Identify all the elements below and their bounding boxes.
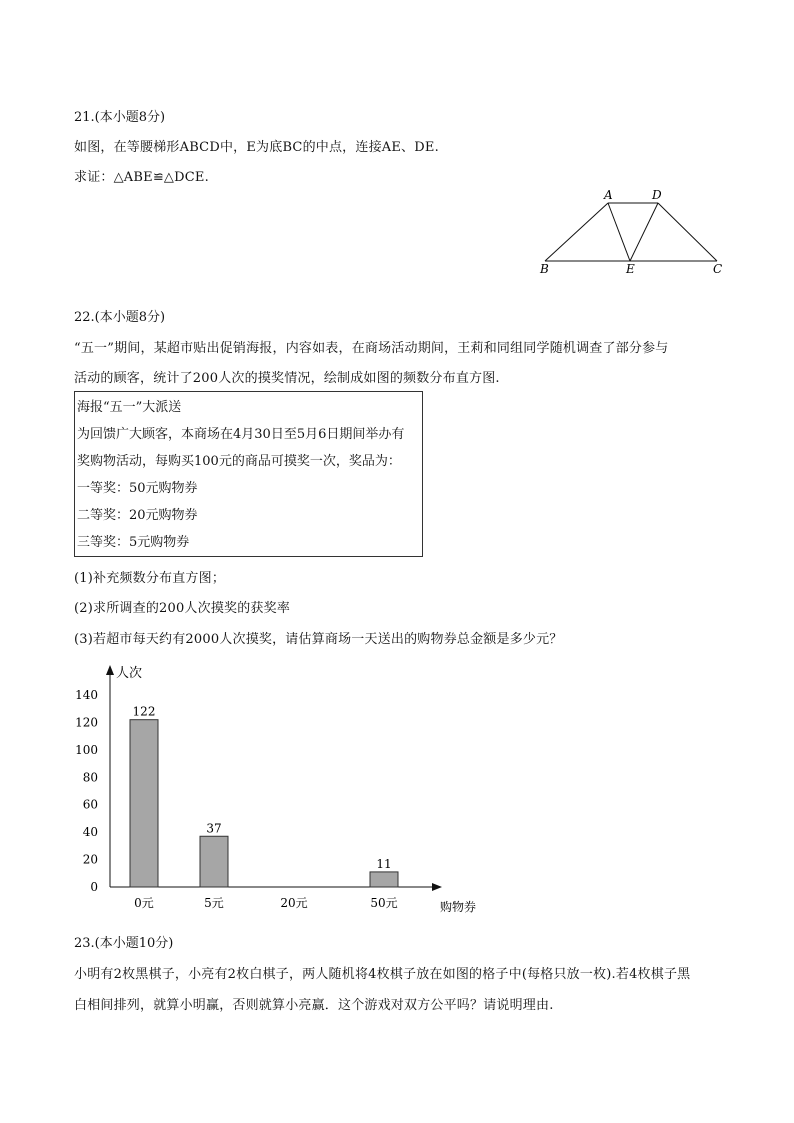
segment-AE	[608, 203, 630, 261]
y-axis-label: 人次	[116, 666, 143, 681]
poster-line: 三等奖：5元购物券	[77, 535, 190, 550]
poster-line: 二等奖：20元购物券	[77, 508, 198, 523]
poster-line: 海报“五一”大派送	[77, 400, 182, 415]
bar	[370, 872, 398, 887]
q22-sub2: (2)求所调查的200人次摸奖的获奖率	[74, 601, 291, 616]
q23-line2: 白相间排列，就算小明赢，否则就算小亮赢．这个游戏对双方公平吗？请说明理由.	[74, 998, 554, 1013]
histogram-chart	[70, 655, 490, 917]
label-B: B	[540, 262, 549, 276]
segment-DC	[658, 203, 717, 261]
x-tick-label: 20元	[280, 896, 308, 910]
y-tick-label: 100	[75, 742, 98, 757]
y-tick-label: 140	[75, 688, 98, 702]
y-tick-label: 120	[75, 715, 98, 730]
q23-header: 23.(本小题10分)	[74, 936, 174, 951]
bar	[200, 836, 228, 887]
bar	[130, 720, 158, 887]
y-axis-arrow	[106, 665, 114, 675]
trapezoid-figure	[530, 185, 730, 277]
y-tick-label: 80	[82, 770, 98, 785]
data-label: 11	[376, 856, 392, 871]
poster-line: 一等奖：50元购物券	[77, 481, 198, 496]
segment-AB	[545, 203, 608, 261]
data-label: 37	[206, 821, 222, 836]
poster-line: 奖购物活动，每购买100元的商品可摸奖一次，奖品为：	[77, 454, 401, 469]
y-tick-label: 20	[82, 852, 98, 867]
label-D: D	[652, 188, 662, 202]
segment-DE	[630, 203, 658, 261]
q22-line2: 活动的顾客，统计了200人次的摸奖情况，绘制成如图的频数分布直方图.	[74, 371, 500, 386]
q22-sub1: (1)补充频数分布直方图；	[74, 571, 226, 586]
x-axis-label: 购物券	[439, 900, 477, 914]
x-tick-label: 50元	[370, 896, 398, 910]
q22-header: 22.(本小题8分)	[74, 310, 166, 325]
q21-line2: 求证：△ABE≌△DCE.	[74, 170, 209, 185]
q22-sub3: (3)若超市每天约有2000人次摸奖，请估算商场一天送出的购物券总金额是多少元？	[74, 632, 563, 647]
q23-line1: 小明有2枚黑棋子，小亮有2枚白棋子，两人随机将4枚棋子放在如图的格子中(每格只放一枚).若4枚棋子黑	[74, 967, 691, 982]
promo-poster	[74, 391, 423, 557]
q21-header: 21.(本小题8分)	[74, 110, 166, 125]
label-A: A	[604, 188, 613, 202]
y-tick-label: 40	[82, 825, 98, 840]
x-tick-label: 0元	[134, 896, 154, 910]
q21-line1: 如图，在等腰梯形ABCD中，E为底BC的中点，连接AE、DE.	[74, 140, 439, 155]
x-tick-label: 5元	[204, 896, 224, 910]
q22-line1: “五一”期间，某超市贴出促销海报，内容如表，在商场活动期间，王莉和同组同学随机调查了部分参与	[74, 341, 669, 356]
y-tick-label: 60	[82, 797, 98, 812]
label-C: C	[713, 262, 723, 276]
poster-line: 为回馈广大顾客，本商场在4月30日至5月6日期间举办有	[77, 427, 405, 442]
y-tick-label: 0	[90, 880, 98, 894]
data-label: 122	[132, 704, 156, 719]
label-E: E	[626, 262, 635, 276]
x-axis-arrow	[432, 883, 442, 891]
